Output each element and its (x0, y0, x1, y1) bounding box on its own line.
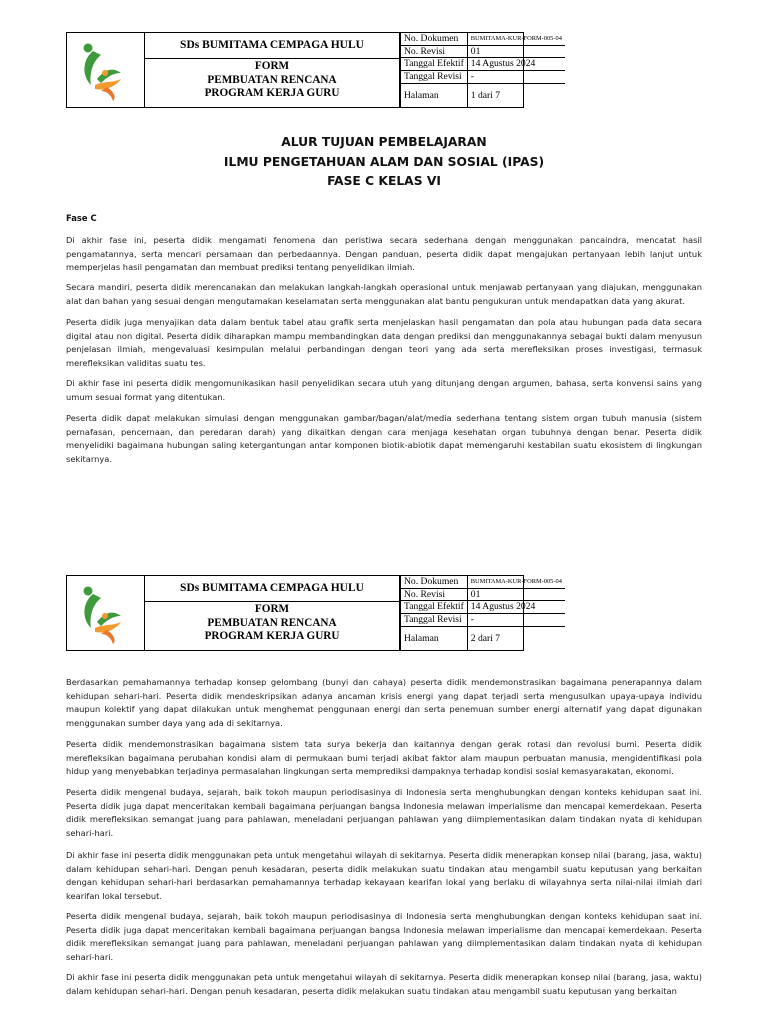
form-title-line: PROGRAM KERJA GURU (204, 87, 340, 99)
revision-label: No. Revisi (401, 588, 468, 600)
page-label: Halaman (401, 83, 468, 107)
doc-number-value: BUMITAMA-KUR-FORM-005-04 (467, 576, 565, 588)
paragraph: Peserta didik dapat melakukan simulasi dengan menggunakan gambar/bagan/alat/media sederhana tentang sistem organ tubuh manusia (sistem pernafasan, pencernaan, dan peredaran darah) yang dikaitkan dengan cara menjaga kesehatan organ tubuhnya dengan benar. Peserta didik menyelidiki bagaimana hubungan saling ketergantungan antar komponen biotik-abiotik dapat memengaruhi kestabilan suatu ekosistem di lingkungan sekitarnya. (66, 413, 702, 465)
revision-value: 01 (467, 45, 565, 57)
school-logo (67, 576, 145, 650)
paragraph: Peserta didik juga menyajikan data dalam bentuk tabel atau grafik serta menjelaskan hasil pengamatan dan pola atau hubungan pada data secara digital atau non digital. Peserta didik diharapkan mampu membandingkan data dengan prediksi dan menggunakannya sebagai bukti dalam menyusun penjelasan ilmiah, mengevaluasi kesimpulan melalui perbandingan dengan teori yang ada serta merefleksikan proses investigasi, termasuk merefleksikan validitas suatu tes. (66, 317, 702, 369)
revision-date-value: - (467, 613, 565, 626)
doc-number-value: BUMITAMA-KUR-FORM-005-04 (467, 33, 565, 45)
form-title-line: PROGRAM KERJA GURU (204, 630, 340, 642)
revision-date-label: Tanggal Revisi (401, 70, 468, 83)
form-title-line: FORM (254, 603, 290, 615)
document-title (0, 133, 768, 192)
paragraph: Peserta didik mendemonstrasikan bagaimana sistem tata surya bekerja dan kaitannya dengan gerak rotasi dan revolusi bumi. Peserta didik merefleksikan bagaimana perubahan kondisi alam di permukaan bumi terjadi akibat faktor alam maupun perbuatan manusia, mengidentifikasi pola hidup yang menyebabkan terjadinya permasalahan lingkungan serta memprediksi dampaknya terhadap kondisi sosial kemasyarakatan, ekonomi. (66, 739, 702, 777)
revision-value: 01 (467, 588, 565, 600)
paragraph: Di akhir fase ini peserta didik mengomunikasikan hasil penyelidikan secara utuh yang ditunjang dengan argumen, bahasa, serta konvensi sains yang umum sesuai format yang ditentukan. (66, 378, 702, 402)
revision-label: No. Revisi (401, 45, 468, 57)
page-number-value: 1 dari 7 (467, 83, 565, 107)
form-title (145, 59, 399, 101)
document-header-page-1 (66, 32, 562, 108)
school-name: SDs BUMITAMA CEMPAGA HULU (145, 576, 399, 602)
school-logo (67, 33, 145, 107)
paragraph: Peserta didik mengenal budaya, sejarah, baik tokoh maupun periodisasinya di Indonesia serta menghubungkan dengan konteks kehidupan saat ini. Peserta didik juga dapat menceritakan kembali bagaimana perjuangan bangsa Indonesia melawan imperialisme dan mencapai kemerdekaan. Peserta didik merefleksikan semangat juang para pahlawan, meneladani perjuangan pahlawan yang diimplementasikan dalam tindakan nyata di kehidupan sehari-hari. (66, 787, 702, 839)
header-title-block (145, 33, 400, 107)
document-control-table (400, 33, 565, 107)
revision-date-value: - (467, 70, 565, 83)
page-label: Halaman (401, 626, 468, 650)
paragraph: Berdasarkan pemahamannya terhadap konsep gelombang (bunyi dan cahaya) peserta didik mendemonstrasikan bagaimana penerapannya dalam kehidupan sehari-hari. Peserta didik mendeskripsikan adanya ancaman krisis energi yang dapat terjadi serta mengusulkan upaya-upaya individu maupun kolektif yang dapat dilakukan untuk menghemat penggunaan energi dan serta penemuan sumber energi alternatif yang dapat digunakan menggunakan sumber daya yang ada di sekitarnya. (66, 677, 702, 729)
revision-date-label: Tanggal Revisi (401, 613, 468, 626)
document-control-table (400, 576, 565, 650)
title-line-3: FASE C KELAS VI (327, 174, 441, 188)
form-title (145, 602, 399, 644)
form-title-line: PEMBUATAN RENCANA (207, 616, 337, 629)
school-name: SDs BUMITAMA CEMPAGA HULU (145, 33, 399, 59)
form-title-line: FORM (254, 60, 290, 72)
title-line-2: ILMU PENGETAHUAN ALAM DAN SOSIAL (IPAS) (223, 154, 545, 169)
form-title-line: PEMBUATAN RENCANA (207, 73, 337, 86)
title-line-1: ALUR TUJUAN PEMBELAJARAN (281, 135, 487, 149)
document-header-page-2 (66, 575, 562, 651)
paragraph: Di akhir fase ini, peserta didik mengamati fenomena dan peristiwa secara sederhana dengan menggunakan pancaindra, mencatat hasil pengamatannya, serta mencari persamaan dan perbedaannya. Dengan panduan, peserta didik dapat mengajukan pertanyaan lebih lanjut untuk memperjelas hasil pengamatan dan membuat prediksi tentang penyelidikan ilmiah. (66, 235, 702, 273)
paragraph: Di akhir fase ini peserta didik menggunakan peta untuk mengetahui wilayah di sekitarnya. Peserta didik menerapkan konsep nilai (barang, jasa, waktu) dalam kehidupan sehari-hari. Dengan penuh kesadaran, peserta didik melakukan suatu tindakan atau mengambil suatu keputusan yang berkaitan (66, 972, 702, 996)
doc-number-label: No. Dokumen (401, 576, 468, 588)
header-title-block (145, 576, 400, 650)
effective-date-label: Tanggal Efektif (401, 600, 468, 613)
effective-date-value: 14 Agustus 2024 (467, 600, 565, 613)
section-heading: Fase C (66, 213, 97, 223)
paragraph: Secara mandiri, peserta didik merencanakan dan melakukan langkah-langkah operasional untuk menjawab pertanyaan yang diajukan, menggunakan alat dan bahan yang sesuai dengan mengutamakan keselamatan serta menggunakan alat bantu pengukuran untuk mendapatkan data yang akurat. (66, 282, 702, 306)
page-number-value: 2 dari 7 (467, 626, 565, 650)
effective-date-label: Tanggal Efektif (401, 57, 468, 70)
paragraph: Di akhir fase ini peserta didik menggunakan peta untuk mengetahui wilayah di sekitarnya. Peserta didik menerapkan konsep nilai (barang, jasa, waktu) dalam kehidupan sehari-hari. Dengan penuh kesadaran, peserta didik melakukan suatu tindakan atau mengambil suatu keputusan yang berkaitan dengan kehidupan sehari-hari berdasarkan pemahamannya terhadap kekayaan kearifan lokal yang berlaku di wilayahnya serta nilai-nilai ilmiah dari kearifan lokal tersebut. (66, 850, 702, 902)
effective-date-value: 14 Agustus 2024 (467, 57, 565, 70)
doc-number-label: No. Dokumen (401, 33, 468, 45)
paragraph: Peserta didik mengenal budaya, sejarah, baik tokoh maupun periodisasinya di Indonesia serta menghubungkan dengan konteks kehidupan saat ini. Peserta didik juga dapat menceritakan kembali bagaimana perjuangan bangsa Indonesia melawan imperialisme dan mencapai kemerdekaan. Peserta didik merefleksikan semangat juang para pahlawan, meneladani perjuangan pahlawan yang diimplementasikan dalam tindakan nyata di kehidupan sehari-hari. (66, 911, 702, 963)
